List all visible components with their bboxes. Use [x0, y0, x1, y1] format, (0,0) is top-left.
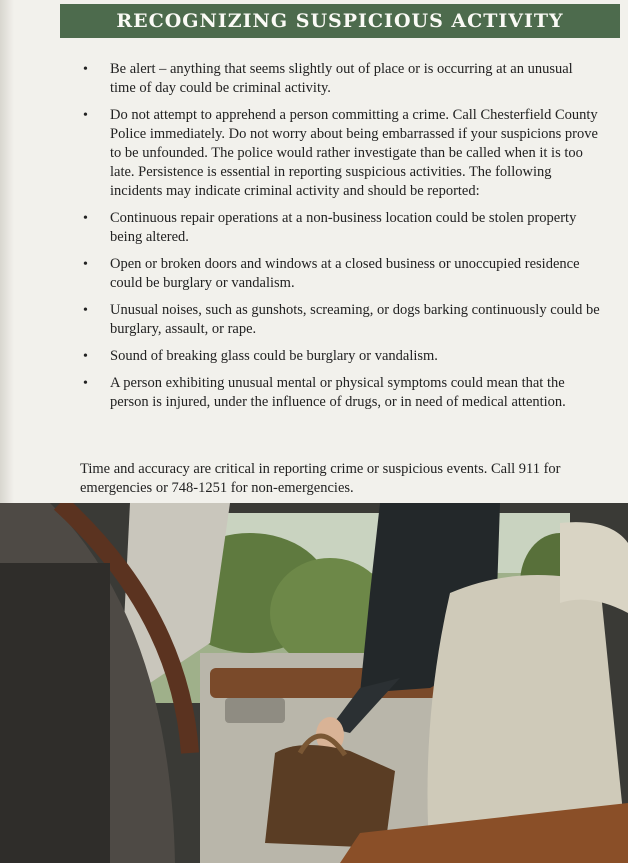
- list-item-text: Unusual noises, such as gunshots, screaming, or dogs barking continuously could be burglary, assault, or rape.: [110, 302, 600, 337]
- bullet-icon: •: [83, 257, 88, 272]
- section-header: [60, 4, 620, 38]
- closing-paragraph: Time and accuracy are critical in reporting crime or suspicious events. Call 911 for emergencies or 748-1251 for non-emergencies.: [80, 461, 561, 496]
- bullet-icon: •: [83, 303, 88, 318]
- dashboard-shadow: [0, 563, 110, 863]
- list-item: [80, 301, 600, 339]
- list-item: [80, 347, 600, 366]
- list-item: [80, 106, 600, 201]
- list-item-text: Be alert – anything that seems slightly out of place or is occurring at an unusual time of day could be criminal activity.: [110, 61, 573, 96]
- list-item-text: Continuous repair operations at a non-business location could be stolen property being altered.: [110, 210, 577, 245]
- list-item: [80, 209, 600, 247]
- list-item-text: Do not attempt to apprehend a person committing a crime. Call Chesterfield County Police immediately. Do not worry about being embarrassed if your suspicions prove to be unfounded. The police would rather investigate than be called when it is too late. Persistence is essential in reporting suspicious activities. The following incidents may indicate criminal activity and should be reported:: [110, 107, 598, 199]
- tips-list: [80, 60, 600, 420]
- list-item: [80, 255, 600, 293]
- list-item-text: Sound of breaking glass could be burglary or vandalism.: [110, 348, 438, 364]
- car-theft-photo: [0, 503, 628, 863]
- bullet-icon: •: [83, 62, 88, 77]
- list-item: [80, 374, 600, 412]
- bullet-icon: •: [83, 376, 88, 391]
- door-handle: [225, 698, 285, 723]
- list-item-text: Open or broken doors and windows at a closed business or unoccupied residence could be burglary or vandalism.: [110, 256, 580, 291]
- bullet-icon: •: [83, 211, 88, 226]
- list-item: [80, 60, 600, 98]
- page-title: RECOGNIZING SUSPICIOUS ACTIVITY: [116, 10, 564, 32]
- bullet-icon: •: [83, 108, 88, 123]
- bullet-icon: •: [83, 349, 88, 364]
- list-item-text: A person exhibiting unusual mental or physical symptoms could mean that the person is injured, under the influence of drugs, or in need of medical attention.: [110, 375, 566, 410]
- headrest: [560, 522, 628, 613]
- car-interior-illustration: [0, 503, 628, 863]
